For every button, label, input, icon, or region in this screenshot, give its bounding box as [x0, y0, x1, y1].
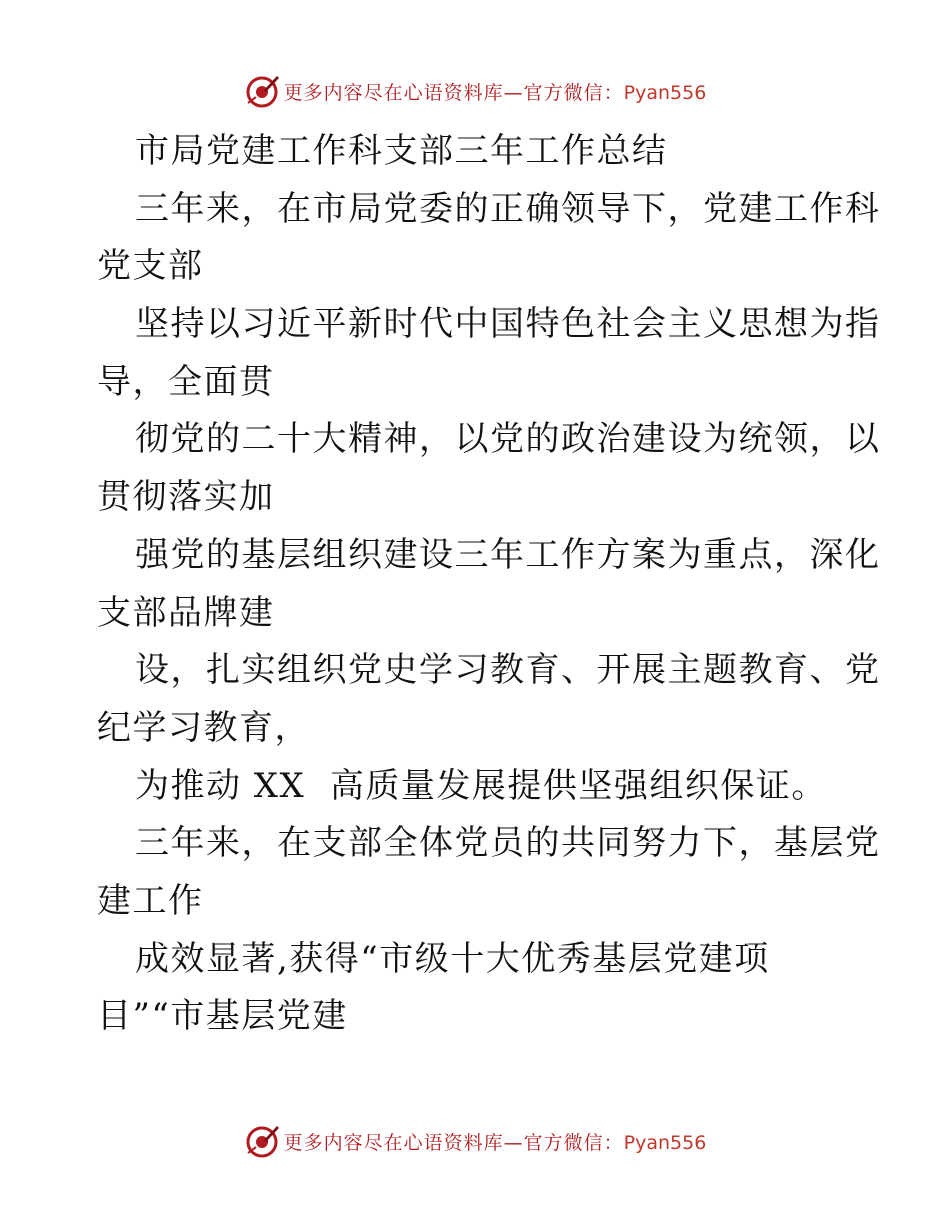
text-line: 坚持以习近平新时代中国特色社会主义思想为指 [135, 304, 881, 345]
text-line: 成效显著,获得“市级十大优秀基层党建项 [135, 938, 770, 979]
text-line: 纪学习教育， [97, 707, 310, 748]
watermark-text [284, 78, 707, 105]
watermark-header [0, 71, 950, 111]
watermark-label: 更多内容尽在心语资料库—官方微信： [283, 1131, 624, 1154]
text-line: 党支部 [97, 246, 204, 287]
watermark-handle: Pyan556 [623, 1131, 707, 1154]
text-line: 目”“市基层党建 [97, 996, 348, 1037]
text-line: 建工作 [97, 880, 204, 921]
text-line: 导，全面贯 [97, 361, 275, 402]
text-line: 彻党的二十大精神，以党的政治建设为统领，以 [135, 419, 881, 460]
watermark-label: 更多内容尽在心语资料库—官方微信： [283, 81, 624, 104]
text-line: 贯彻落实加 [97, 477, 275, 518]
text-line: 为推动 XX 高质量发展提供坚强组织保证。 [135, 765, 827, 806]
text-line: 三年来，在支部全体党员的共同努力下，基层党 [135, 823, 881, 864]
text-line: 支部品牌建 [97, 592, 275, 633]
quill-seal-icon [244, 73, 280, 109]
text-line: 强党的基层组织建设三年工作方案为重点，深化 [135, 534, 881, 575]
document-title: 市局党建工作科支部三年工作总结 [135, 131, 668, 171]
text-line: 设，扎实组织党史学习教育、开展主题教育、党 [135, 650, 881, 691]
watermark-handle: Pyan556 [623, 81, 707, 104]
watermark-footer [0, 1121, 950, 1161]
watermark-text [284, 1128, 707, 1155]
text-line: 三年来，在市局党委的正确领导下，党建工作科 [135, 188, 881, 229]
document-body [97, 123, 881, 1046]
quill-seal-icon [244, 1123, 280, 1159]
